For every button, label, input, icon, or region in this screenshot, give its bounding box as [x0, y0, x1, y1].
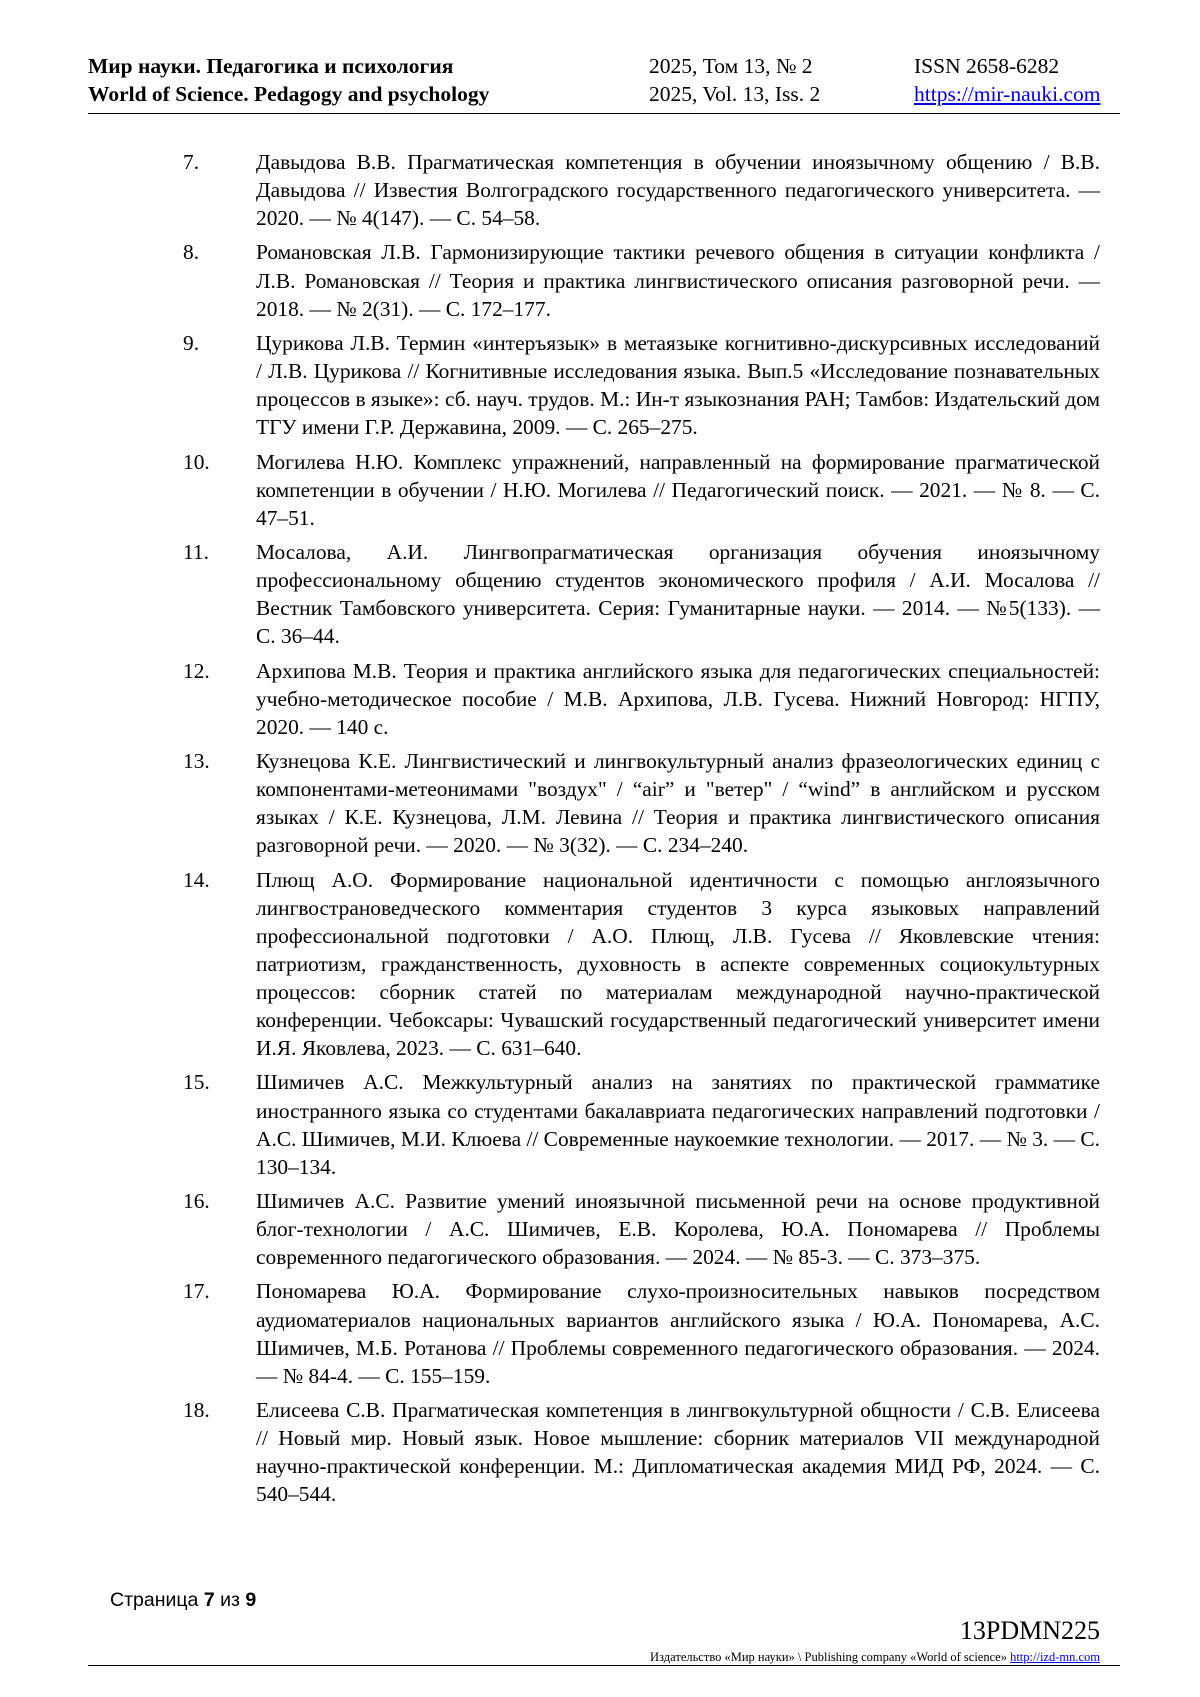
reference-number: 7. [183, 150, 200, 174]
reference-item [183, 657, 1100, 741]
reference-item [183, 1396, 1100, 1508]
reference-number: 8. [183, 240, 200, 265]
reference-text: Кузнецова К.Е. Лингвистический и лингвокультурный анализ фразеологических единиц с компонентами-метеонимами "воздух" / “air” и "ветер" / “wind” в английском и русском языках / К.Е. Кузнецова, Л.М. Левина // Теория и практика лингвистического описания разговорной речи. — 2020. — № 3(32). — С. 234–240. [256, 749, 1100, 858]
reference-text: Елисеева С.В. Прагматическая компетенция в лингвокультурной общности / С.В. Елисеева // Новый мир. Новый язык. Новое мышление: сборник материалов VII международной научно-практической конференции. М.: Дипломатическая академия МИД РФ, 2024. — С. 540–544. [256, 1398, 1100, 1507]
reference-number: 12. [183, 658, 210, 683]
reference-number: 18. [183, 1398, 210, 1422]
issue-en: 2025, Vol. 13, Iss. 2 [649, 82, 821, 106]
journal-title-ru: Мир науки. Педагогика и психология [88, 54, 454, 78]
header-divider [88, 113, 1120, 114]
reference-item [183, 1187, 1100, 1271]
reference-item [183, 448, 1100, 532]
reference-text: Могилева Н.Ю. Комплекс упражнений, направленный на формирование прагматической компетенции в обучении / Н.Ю. Могилева // Педагогический поиск. — 2021. — № 8. — С. 47–51. [256, 449, 1100, 530]
page-total: 9 [245, 1589, 257, 1611]
reference-text: Архипова М.В. Теория и практика английского языка для педагогических специальностей: учебно-методическое пособие / М.В. Архипова, Л.В. Гусева. Нижний Новгород: НГПУ, 2020. — 140 с. [256, 658, 1100, 739]
reference-item [183, 1277, 1100, 1389]
publisher-name: Издательство «Мир науки» \ Publishing company «World of science» [650, 1650, 1007, 1664]
issn: ISSN 2658-6282 [914, 54, 1060, 78]
reference-text: Шимичев А.С. Межкультурный анализ на занятиях по практической грамматике иностранного языка со студентами бакалавриата педагогических направлений подготовки / А.С. Шимичев, М.И. Клюева // Современные наукоемкие технологии. — 2017. — № 3. — С. 130–134. [256, 1070, 1100, 1179]
reference-text: Давыдова В.В. Прагматическая компетенция в обучении иноязычному общению / В.В. Давыдова // Известия Волгоградского государственного педагогического университета. — 2020. — № 4(147). — С. 54–58. [256, 150, 1100, 231]
journal-url-link[interactable]: https://mir-nauki.com [914, 82, 1101, 106]
reference-number: 14. [183, 867, 210, 892]
page-current: 7 [203, 1589, 215, 1611]
reference-text: Пономарева Ю.А. Формирование слухо-произносительных навыков посредством аудиоматериалов национальных вариантов английского языка / Ю.А. Пономарева, А.С. Шимичев, М.Б. Ротанова // Проблемы современного педагогического образования. — 2024. — № 84-4. — С. 155–159. [256, 1279, 1100, 1388]
issue-ru: 2025, Том 13, № 2 [649, 54, 813, 78]
reference-number: 15. [183, 1070, 210, 1095]
reference-number: 9. [183, 330, 200, 355]
reference-item [183, 148, 1100, 232]
journal-header [88, 52, 1120, 108]
reference-item [183, 1068, 1100, 1180]
page-of: из [220, 1589, 240, 1611]
publisher-line [650, 1650, 1100, 1665]
reference-item [183, 329, 1100, 441]
article-code: 13PDMN225 [959, 1616, 1100, 1645]
reference-number: 13. [183, 749, 210, 773]
reference-item [183, 538, 1100, 650]
reference-text: Мосалова, А.И. Лингвопрагматическая организация обучения иноязычному профессиональному общению студентов экономического профиля / А.И. Мосалова // Вестник Тамбовского университета. Серия: Гуманитарные науки. — 2014. — №5(133). — С. 36–44. [256, 539, 1100, 649]
reference-text: Шимичев А.С. Развитие умений иноязычной письменной речи на основе продуктивной блог-технологии / А.С. Шимичев, Е.В. Королева, Ю.А. Пономарева // Проблемы современного педагогического образования. — 2024. — № 85-3. — С. 373–375. [256, 1188, 1100, 1270]
reference-text: Плющ А.О. Формирование национальной идентичности с помощью англоязычного лингвострановедческого комментария студентов 3 курса языковых направлений профессиональной подготовки / А.О. Плющ, Л.В. Гусева // Яковлевские чтения: патриотизм, гражданственность, духовность в аспекте современных социокультурных процессов: сборник статей по материалам международной научно-практической конференции. Чебоксары: Чувашский государственный педагогический университет имени И.Я. Яковлева, 2023. — С. 631–640. [256, 867, 1100, 1061]
publisher-url-link[interactable]: http://izd-mn.com [1010, 1650, 1100, 1664]
reference-text: Цурикова Л.В. Термин «интеръязык» в метаязыке когнитивно-дискурсивных исследований / Л.В. Цурикова // Когнитивные исследования языка. Вып.5 «Исследование познавательных процессов в языке»: сб. науч. трудов. М.: Ин-т языкознания РАН; Тамбов: Издательский дом ТГУ имени Г.Р. Державина, 2009. — С. 265–275. [256, 330, 1100, 440]
journal-title-en: World of Science. Pedagogy and psychology [88, 82, 490, 106]
reference-item [183, 866, 1100, 1063]
reference-number: 16. [183, 1188, 210, 1213]
reference-list [183, 148, 1100, 1515]
footer-divider [88, 1665, 1120, 1666]
reference-text: Романовская Л.В. Гармонизирующие тактики речевого общения в ситуации конфликта / Л.В. Романовская // Теория и практика лингвистического описания разговорной речи. — 2018. — № 2(31). — С. 172–177. [256, 240, 1100, 321]
reference-number: 10. [183, 449, 210, 474]
reference-item [183, 238, 1100, 322]
reference-item [183, 747, 1100, 859]
page-label: Страница [110, 1589, 199, 1611]
page-counter [110, 1589, 256, 1611]
reference-number: 11. [183, 539, 209, 564]
reference-number: 17. [183, 1279, 210, 1304]
